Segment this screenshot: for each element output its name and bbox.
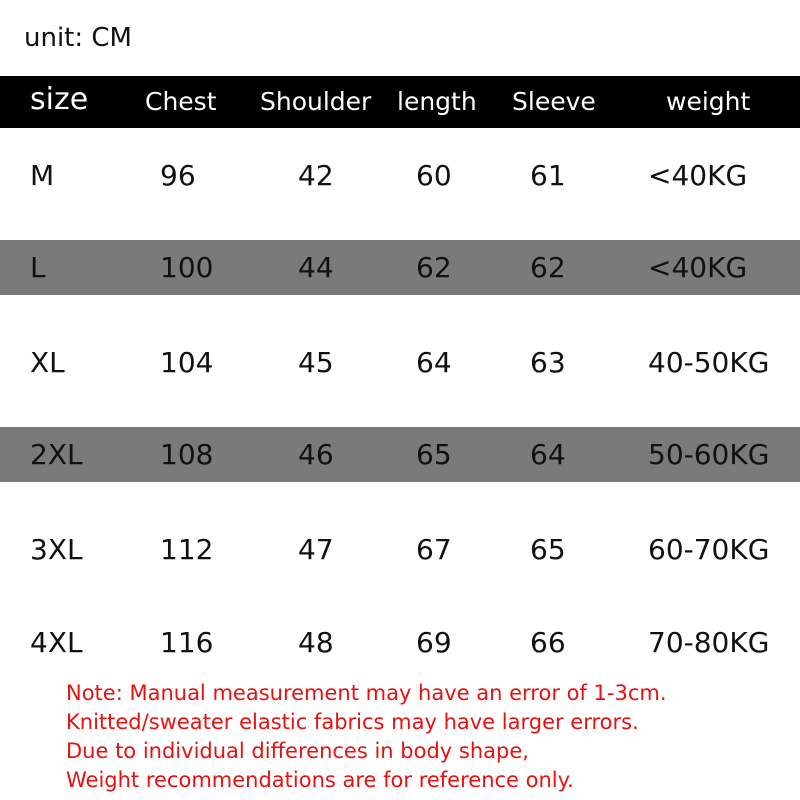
header-length: length [397,87,477,116]
cell-length: 60 [416,159,452,192]
cell-weight: 60-70KG [648,533,770,566]
cell-length: 67 [416,533,452,566]
cell-shoulder: 44 [298,251,334,284]
cell-sleeve: 61 [530,159,566,192]
cell-shoulder: 48 [298,626,334,659]
cell-chest: 96 [160,159,196,192]
table-row [0,148,800,203]
note-line: Weight recommendations are for reference only. [66,768,574,792]
cell-size: M [30,159,55,192]
cell-weight: <40KG [648,159,748,192]
cell-weight: <40KG [648,251,748,284]
cell-chest: 104 [160,346,214,379]
note-line: Note: Manual measurement may have an error of 1-3cm. [66,681,667,705]
cell-size: 4XL [30,626,83,659]
cell-shoulder: 45 [298,346,334,379]
header-sleeve: Sleeve [512,87,596,116]
header-shoulder: Shoulder [260,87,372,116]
header-chest: Chest [145,87,217,116]
header-weight: weight [666,87,751,116]
cell-sleeve: 66 [530,626,566,659]
table-row [0,522,800,577]
cell-weight: 50-60KG [648,438,770,471]
cell-length: 62 [416,251,452,284]
disclaimer-notes [66,679,786,795]
note-line: Due to individual differences in body shape, [66,739,529,763]
cell-weight: 70-80KG [648,626,770,659]
unit-label: unit: CM [24,23,132,53]
cell-sleeve: 63 [530,346,566,379]
cell-size: XL [30,346,65,379]
cell-chest: 112 [160,533,214,566]
cell-length: 65 [416,438,452,471]
cell-chest: 116 [160,626,214,659]
cell-sleeve: 62 [530,251,566,284]
header-size: size [30,82,89,117]
cell-sleeve: 64 [530,438,566,471]
table-row [0,240,800,295]
cell-size: 3XL [30,533,83,566]
cell-length: 69 [416,626,452,659]
cell-size: 2XL [30,438,83,471]
cell-sleeve: 65 [530,533,566,566]
note-line: Knitted/sweater elastic fabrics may have larger errors. [66,710,639,734]
table-header [0,76,800,128]
cell-shoulder: 47 [298,533,334,566]
cell-shoulder: 42 [298,159,334,192]
cell-size: L [30,251,46,284]
cell-chest: 100 [160,251,214,284]
cell-length: 64 [416,346,452,379]
cell-weight: 40-50KG [648,346,770,379]
table-row [0,427,800,482]
cell-chest: 108 [160,438,214,471]
table-row [0,335,800,390]
cell-shoulder: 46 [298,438,334,471]
table-row [0,615,800,670]
